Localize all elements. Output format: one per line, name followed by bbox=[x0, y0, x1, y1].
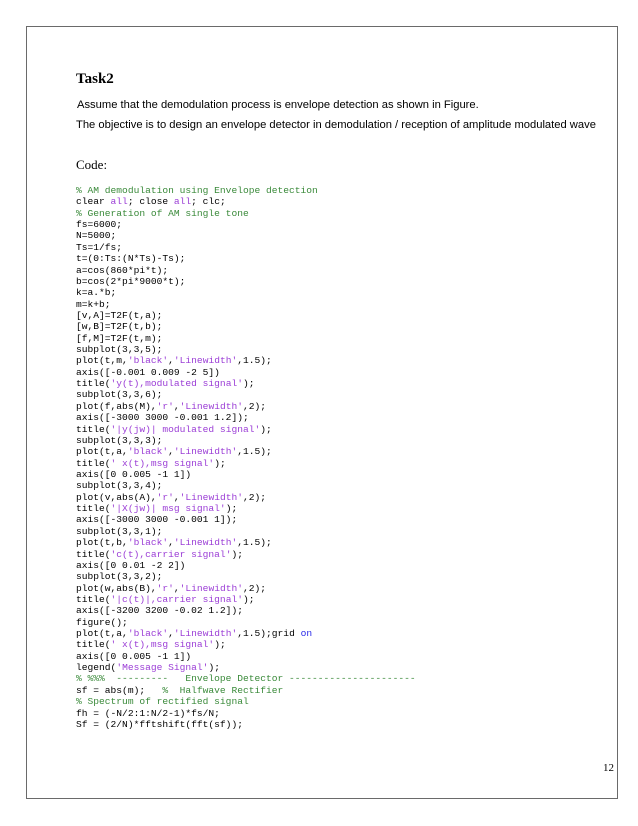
code-token: plot(v,abs(A), bbox=[76, 491, 157, 503]
code-token: subplot(3,3,1); bbox=[76, 525, 163, 537]
code-line bbox=[76, 503, 416, 514]
code-token: on bbox=[300, 628, 313, 640]
code-token: , bbox=[173, 400, 180, 412]
code-token: title( bbox=[76, 639, 111, 651]
code-token: axis([0 0.005 -1 1]) bbox=[76, 650, 192, 662]
code-token: m=k+b; bbox=[76, 298, 111, 310]
code-token: , bbox=[168, 355, 174, 367]
code-token: plot(t,a, bbox=[76, 446, 128, 458]
code-token: ); bbox=[242, 593, 255, 605]
code-token: [f,M]=T2F(t,m); bbox=[76, 332, 163, 344]
code-token: '|y(jw)| modulated signal' bbox=[110, 423, 261, 435]
code-token: Sf = (2/N)*fftshift(fft(sf)); bbox=[76, 718, 243, 730]
code-token: , bbox=[173, 491, 180, 503]
code-token: title( bbox=[76, 503, 111, 515]
code-token: plot(f,abs(M), bbox=[76, 400, 157, 412]
code-token: , bbox=[168, 446, 174, 458]
code-token: ' x(t),msg signal' bbox=[110, 639, 215, 651]
code-token: ); bbox=[208, 662, 220, 674]
code-line bbox=[76, 514, 416, 525]
code-token: 'black' bbox=[127, 628, 169, 640]
code-token: axis([-0.001 0.009 -2 5]) bbox=[76, 366, 220, 378]
code-token: '|X(jw)| msg signal' bbox=[110, 503, 226, 515]
code-line bbox=[76, 492, 416, 503]
code-token: ); bbox=[231, 548, 243, 560]
code-token: ); bbox=[214, 457, 226, 469]
code-line bbox=[76, 537, 416, 548]
code-token: a=cos(860*pi*t); bbox=[76, 264, 169, 276]
code-token: ); bbox=[225, 503, 238, 515]
code-token: 'black' bbox=[127, 446, 169, 458]
code-token: , bbox=[168, 628, 174, 640]
code-token: subplot(3,3,5); bbox=[76, 344, 163, 356]
code-token: 'r' bbox=[156, 491, 174, 503]
code-line bbox=[76, 219, 416, 230]
code-token: ); bbox=[214, 639, 226, 651]
code-token: title( bbox=[76, 378, 111, 390]
code-token: b=cos(2*pi*9000*t); bbox=[76, 275, 186, 287]
code-token: ); bbox=[242, 378, 255, 390]
code-token: 'Linewidth' bbox=[173, 628, 238, 640]
code-line bbox=[76, 696, 416, 707]
code-token: clear bbox=[76, 196, 111, 208]
code-line bbox=[76, 708, 416, 719]
code-token: ); bbox=[260, 423, 272, 435]
code-line bbox=[76, 446, 416, 457]
code-token: ,2); bbox=[243, 582, 267, 594]
code-token: , bbox=[173, 582, 180, 594]
code-token: , bbox=[168, 537, 174, 549]
code-token: ,2); bbox=[243, 400, 267, 412]
code-token: 'Linewidth' bbox=[173, 355, 238, 367]
code-line bbox=[76, 412, 416, 423]
code-token: 'r' bbox=[156, 400, 174, 412]
intro-paragraph: Assume that the demodulation process is envelope detection as shown in Figure. bbox=[77, 99, 479, 111]
objective-paragraph: The objective is to design an envelope detector in demodulation / reception of amplitude modulated wave bbox=[76, 119, 596, 131]
code-token: axis([-3000 3000 -0.001 1.2]); bbox=[76, 412, 249, 424]
code-line bbox=[76, 401, 416, 412]
code-token: axis([0 0.01 -2 2]) bbox=[76, 559, 186, 571]
code-line bbox=[76, 333, 416, 344]
code-token: 'black' bbox=[127, 537, 169, 549]
code-token: axis([0 0.005 -1 1]) bbox=[76, 468, 192, 480]
code-line bbox=[76, 355, 416, 366]
code-line bbox=[76, 321, 416, 332]
code-line bbox=[76, 344, 416, 355]
code-token: plot(t,b, bbox=[76, 537, 128, 549]
code-token: plot(t,a, bbox=[76, 628, 128, 640]
code-token: subplot(3,3,4); bbox=[76, 480, 163, 492]
code-token: k=a.*b; bbox=[76, 287, 117, 299]
code-token: legend( bbox=[76, 662, 117, 674]
code-token: ,2); bbox=[243, 491, 267, 503]
code-line bbox=[76, 719, 416, 730]
code-token: fh = (-N/2:1:N/2-1)*fs/N; bbox=[76, 707, 220, 719]
code-token: ,1.5); bbox=[237, 537, 272, 549]
code-token: title( bbox=[76, 423, 111, 435]
code-line bbox=[76, 685, 416, 696]
code-line bbox=[76, 594, 416, 605]
code-line bbox=[76, 299, 416, 310]
code-token: figure(); bbox=[76, 616, 128, 628]
code-token: 'y(t),modulated signal' bbox=[110, 378, 243, 390]
code-line bbox=[76, 242, 416, 253]
code-token: % AM demodulation using Envelope detection bbox=[76, 185, 318, 196]
code-token: ,1.5); bbox=[237, 446, 272, 458]
code-token: title( bbox=[76, 548, 111, 560]
code-line bbox=[76, 265, 416, 276]
code-line bbox=[76, 662, 416, 673]
code-token: [w,B]=T2F(t,b); bbox=[76, 321, 163, 333]
code-token: fs=6000; bbox=[76, 219, 123, 231]
code-token: 'Linewidth' bbox=[179, 400, 243, 412]
code-line bbox=[76, 526, 416, 537]
code-token: ,1.5);grid bbox=[237, 628, 301, 640]
code-token: 'black' bbox=[127, 355, 169, 367]
code-line bbox=[76, 469, 416, 480]
code-line bbox=[76, 480, 416, 491]
code-token: all bbox=[173, 196, 192, 208]
code-line bbox=[76, 617, 416, 628]
code-token: axis([-3000 3000 -0.001 1]); bbox=[76, 514, 238, 526]
code-line bbox=[76, 571, 416, 582]
code-line bbox=[76, 378, 416, 389]
code-token: subplot(3,3,3); bbox=[76, 434, 163, 446]
code-token: ; clc; bbox=[191, 196, 226, 208]
code-token: 'Linewidth' bbox=[173, 537, 238, 549]
code-token: 'Linewidth' bbox=[179, 582, 243, 594]
task-heading: Task2 bbox=[76, 71, 114, 87]
code-token: Ts=1/fs; bbox=[76, 241, 123, 253]
code-token: ' x(t),msg signal' bbox=[110, 457, 215, 469]
code-line bbox=[76, 276, 416, 287]
code-line bbox=[76, 560, 416, 571]
code-token: subplot(3,3,2); bbox=[76, 571, 163, 583]
code-line bbox=[76, 628, 416, 639]
code-line bbox=[76, 367, 416, 378]
code-line bbox=[76, 605, 416, 616]
code-line bbox=[76, 549, 416, 560]
code-line bbox=[76, 389, 416, 400]
code-token: [v,A]=T2F(t,a); bbox=[76, 309, 163, 321]
code-line bbox=[76, 253, 416, 264]
code-token: % Spectrum of rectified signal bbox=[76, 696, 249, 708]
code-listing bbox=[76, 185, 416, 730]
code-token: % %%% --------- Envelope Detector ---------------------- bbox=[76, 673, 416, 685]
code-line bbox=[76, 673, 416, 684]
code-token: ; close bbox=[127, 196, 174, 208]
code-line bbox=[76, 208, 416, 219]
code-token: title( bbox=[76, 457, 111, 469]
page-number: 12 bbox=[603, 762, 614, 774]
code-token: 'Linewidth' bbox=[173, 446, 238, 458]
code-line bbox=[76, 583, 416, 594]
code-token: 'Linewidth' bbox=[179, 491, 243, 503]
code-token: axis([-3200 3200 -0.02 1.2]); bbox=[76, 605, 243, 617]
code-line bbox=[76, 230, 416, 241]
code-token: ,1.5); bbox=[237, 355, 272, 367]
code-line bbox=[76, 310, 416, 321]
code-token: % Halfwave Rectifier bbox=[162, 684, 284, 696]
code-token: '|c(t)|,carrier signal' bbox=[110, 593, 243, 605]
code-token: sf = abs(m); bbox=[76, 684, 163, 696]
code-heading: Code: bbox=[76, 157, 108, 172]
code-token: subplot(3,3,6); bbox=[76, 389, 163, 401]
code-token: t=(0:Ts:(N*Ts)-Ts); bbox=[76, 253, 186, 265]
code-line bbox=[76, 651, 416, 662]
code-token: plot(w,abs(B), bbox=[76, 582, 157, 594]
code-token: 'Message Signal' bbox=[116, 662, 209, 674]
code-line bbox=[76, 424, 416, 435]
code-line bbox=[76, 196, 416, 207]
code-token: all bbox=[110, 196, 128, 208]
code-line bbox=[76, 435, 416, 446]
code-token: % Generation of AM single tone bbox=[76, 207, 249, 219]
code-token: title( bbox=[76, 593, 111, 605]
code-line bbox=[76, 639, 416, 650]
code-line bbox=[76, 287, 416, 298]
code-token: 'c(t),carrier signal' bbox=[110, 548, 232, 560]
code-token: plot(t,m, bbox=[76, 355, 128, 367]
code-token: 'r' bbox=[156, 582, 174, 594]
code-line bbox=[76, 458, 416, 469]
code-token: N=5000; bbox=[76, 230, 117, 242]
code-line bbox=[76, 185, 416, 196]
